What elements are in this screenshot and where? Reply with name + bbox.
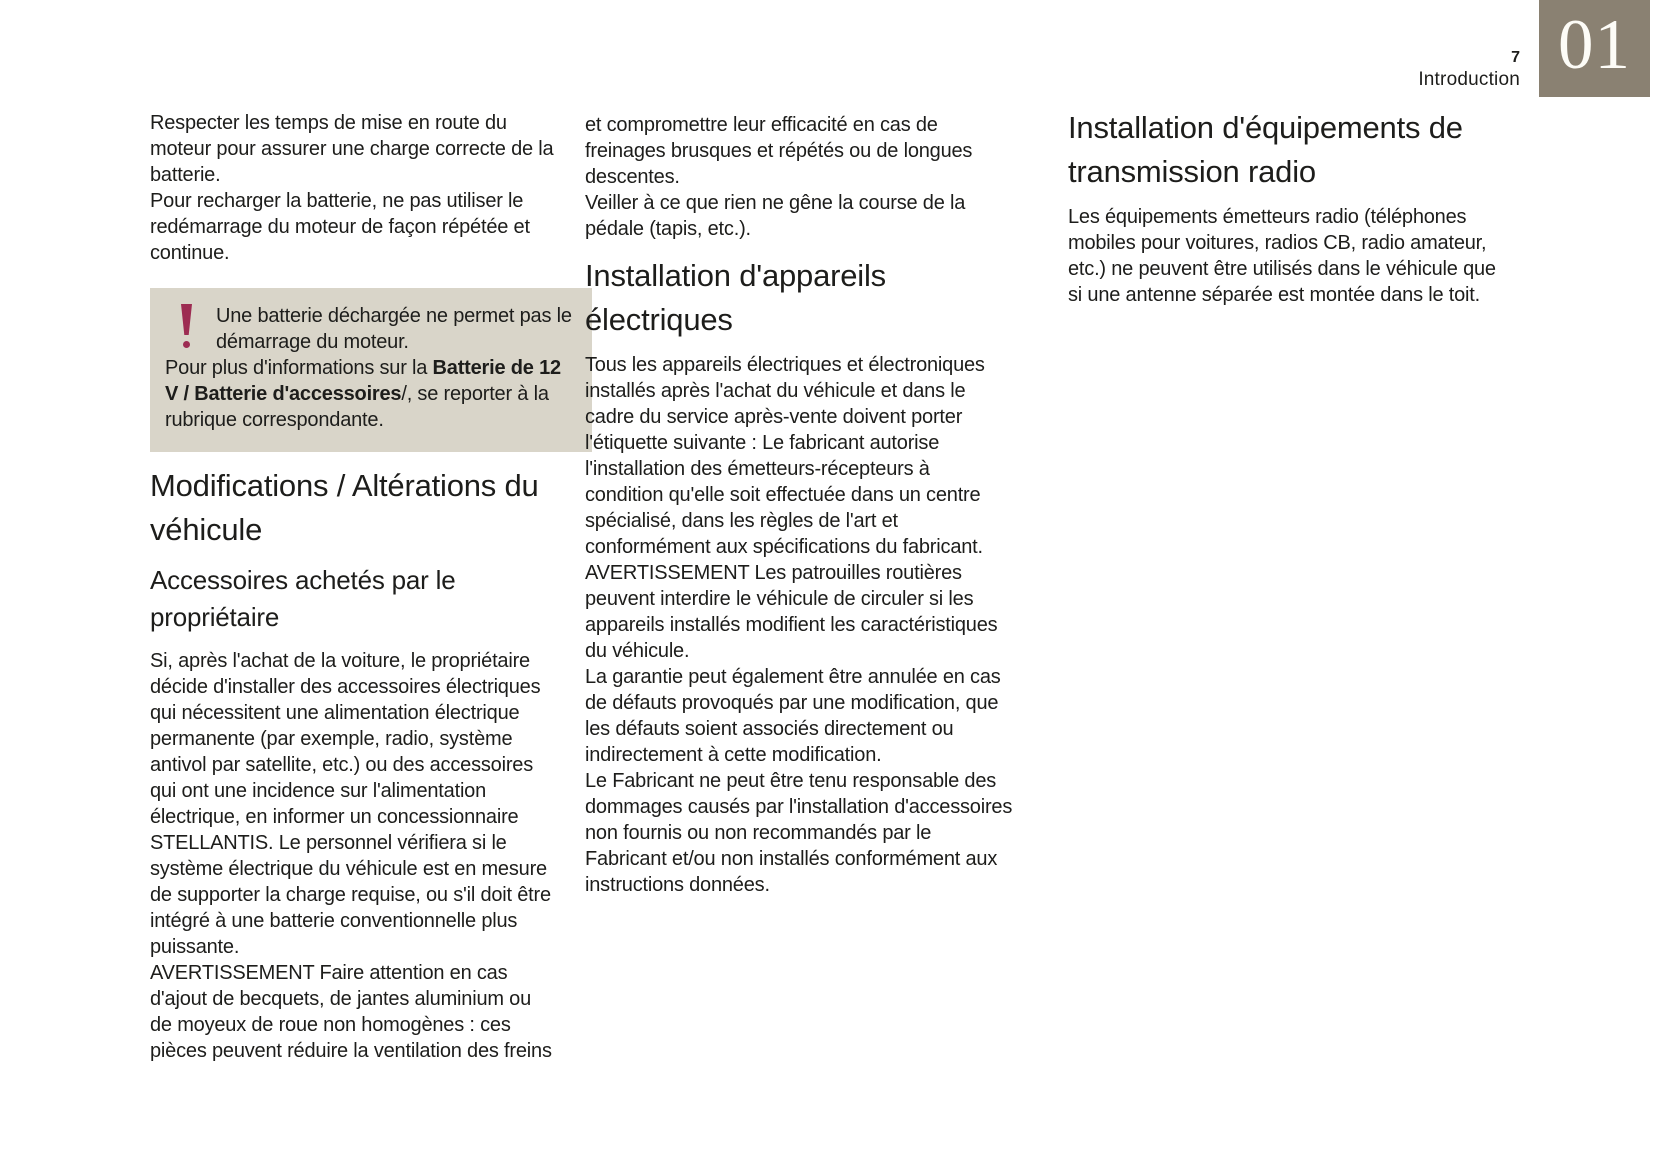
- column-right: [1068, 106, 1498, 308]
- paragraph: Tous les appareils électriques et électroniques installés après l'achat du véhicule et dans le cadre du service après-vente doivent porter l'étiquette suivante : Le fabricant autorise l'installation des émetteurs-récepteurs à condition qu'elle soit effectuée dans un centre spécialisé, dans les règles de l'art et conformément aux spécifications du fabricant.: [585, 354, 985, 558]
- section-title: Introduction: [1418, 69, 1520, 90]
- warning-more-suffix: /, se reporter à la rubrique correspondante.: [165, 383, 549, 431]
- chapter-number: 01: [1558, 6, 1631, 84]
- paragraph: Pour recharger la batterie, ne pas utiliser le redémarrage du moteur de façon répétée et continue.: [150, 190, 530, 264]
- paragraph: AVERTISSEMENT Faire attention en cas d'ajout de becquets, de jantes aluminium ou de moyeux de roue non homogènes : ces pièces peuvent réduire la ventilation des freins: [150, 962, 552, 1062]
- paragraph: Veiller à ce que rien ne gêne la course de la pédale (tapis, etc.).: [585, 192, 966, 240]
- exclamation-icon: [165, 303, 216, 353]
- page-number: 7: [1511, 49, 1520, 66]
- heading-installation-equipements-radio: Installation d'équipements de transmission radio: [1068, 110, 1463, 189]
- paragraph: Si, après l'achat de la voiture, le propriétaire décide d'installer des accessoires électriques qui nécessitent une alimentation électrique permanente (par exemple, radio, système antivol par satellite, etc.) ou des accessoires qui ont une incidence sur l'alimentation électrique, en informer un concessionnaire STELLANTIS. Le personnel vérifiera si le système électrique du véhicule est en mesure de supporter la charge requise, ou s'il doit être intégré à une batterie conventionnelle plus puissante.: [150, 650, 551, 958]
- warning-more-bold: Batterie de 12 V / Batterie d'accessoires: [165, 357, 561, 405]
- warning-box: [150, 288, 592, 452]
- paragraph: Le Fabricant ne peut être tenu responsable des dommages causés par l'installation d'accessoires non fournis ou non recommandés par le Fabricant et/ou non installés conformément aux instructions données.: [585, 770, 1013, 896]
- column-middle: [585, 112, 1013, 898]
- paragraph: et compromettre leur efficacité en cas de freinages brusques et répétés ou de longues descentes.: [585, 114, 973, 188]
- heading-installation-appareils-electriques: Installation d'appareils électriques: [585, 258, 886, 337]
- paragraph: AVERTISSEMENT Les patrouilles routières peuvent interdire le véhicule de circuler si les appareils installés modifient les caractéristiques du véhicule.: [585, 562, 998, 662]
- warning-more-text: [165, 355, 576, 433]
- subheading-accessoires-proprietaire: Accessoires achetés par le propriétaire: [150, 565, 456, 632]
- paragraph: Respecter les temps de mise en route du moteur pour assurer une charge correcte de la batterie.: [150, 112, 554, 186]
- paragraph: Les équipements émetteurs radio (téléphones mobiles pour voitures, radios CB, radio amateur, etc.) ne peuvent être utilisés dans le véhicule que si une antenne séparée est montée dans le toit.: [1068, 206, 1496, 306]
- header-meta: [1418, 48, 1520, 91]
- column-left: [150, 110, 572, 1064]
- warning-more-prefix: Pour plus d'informations sur la: [165, 357, 433, 379]
- paragraph: La garantie peut également être annulée en cas de défauts provoqués par une modification, que les défauts soient associés directement ou indirectement à cette modification.: [585, 666, 1001, 766]
- warning-text-line: Une batterie déchargée ne permet pas le démarrage du moteur.: [216, 305, 572, 353]
- chapter-tab: [1539, 0, 1650, 97]
- heading-modifications-alterations: Modifications / Altérations du véhicule: [150, 468, 539, 547]
- warning-text: [165, 303, 576, 355]
